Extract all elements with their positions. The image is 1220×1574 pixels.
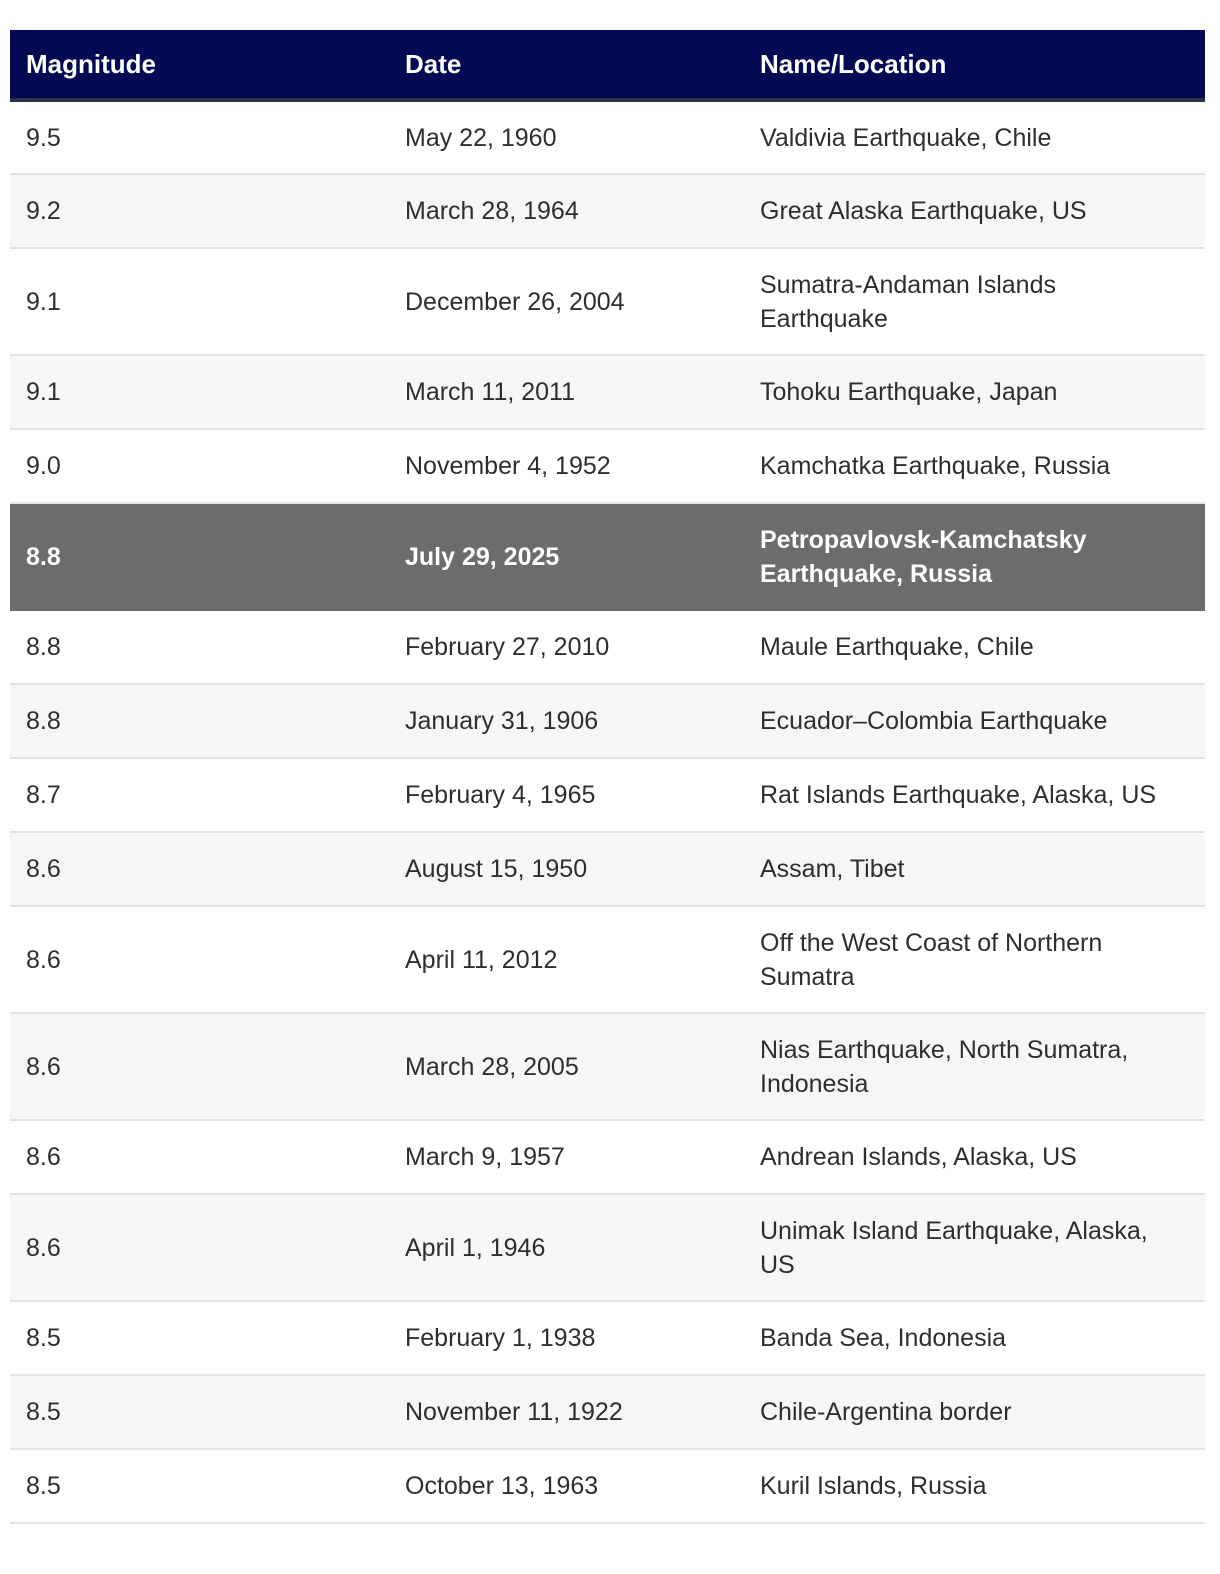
cell-location: Nias Earthquake, North Sumatra, Indonesia bbox=[760, 1035, 1129, 1098]
table-header bbox=[10, 30, 1205, 100]
header-date: Date bbox=[405, 48, 462, 79]
cell-date: April 1, 1946 bbox=[405, 1233, 546, 1262]
cell-magnitude: 8.6 bbox=[26, 1233, 61, 1262]
table-row-highlighted bbox=[10, 503, 1205, 610]
cell-date: August 15, 1950 bbox=[405, 855, 588, 883]
cell-magnitude: 9.0 bbox=[26, 452, 61, 480]
table-row bbox=[10, 248, 1205, 355]
cell-date: February 4, 1965 bbox=[405, 781, 596, 809]
cell-location: Kamchatka Earthquake, Russia bbox=[760, 452, 1111, 480]
cell-date: March 28, 2005 bbox=[405, 1052, 579, 1081]
cell-magnitude: 8.6 bbox=[26, 945, 61, 974]
header-location: Name/Location bbox=[760, 48, 947, 79]
cell-date: May 22, 1960 bbox=[405, 123, 557, 152]
cell-magnitude: 9.1 bbox=[26, 378, 61, 406]
cell-location: Chile-Argentina border bbox=[760, 1398, 1012, 1426]
table-row bbox=[10, 174, 1205, 248]
cell-magnitude: 8.8 bbox=[26, 542, 61, 571]
cell-magnitude: 9.5 bbox=[26, 123, 61, 152]
cell-date: July 29, 2025 bbox=[405, 542, 560, 571]
cell-magnitude: 8.8 bbox=[26, 707, 61, 735]
cell-location: Banda Sea, Indonesia bbox=[760, 1324, 1007, 1352]
cell-date: December 26, 2004 bbox=[405, 287, 625, 316]
cell-magnitude: 9.1 bbox=[26, 287, 61, 316]
cell-date: February 27, 2010 bbox=[405, 633, 610, 661]
header-row bbox=[10, 30, 1205, 100]
cell-location: Assam, Tibet bbox=[760, 855, 905, 883]
table-row bbox=[10, 684, 1205, 758]
cell-location: Kuril Islands, Russia bbox=[760, 1472, 987, 1500]
table-row bbox=[10, 832, 1205, 906]
cell-location: Ecuador–Colombia Earthquake bbox=[760, 707, 1108, 735]
cell-location: Sumatra-Andaman Islands Earthquake bbox=[760, 270, 1056, 333]
cell-date: February 1, 1938 bbox=[405, 1324, 596, 1352]
cell-date: March 9, 1957 bbox=[405, 1143, 565, 1171]
cell-magnitude: 8.6 bbox=[26, 1052, 61, 1081]
cell-date: April 11, 2012 bbox=[405, 945, 558, 974]
cell-magnitude: 8.5 bbox=[26, 1324, 61, 1352]
cell-date: March 28, 1964 bbox=[405, 197, 579, 225]
cell-magnitude: 9.2 bbox=[26, 197, 61, 225]
cell-location: Maule Earthquake, Chile bbox=[760, 633, 1034, 661]
header-magnitude: Magnitude bbox=[26, 48, 156, 79]
cell-date: November 11, 1922 bbox=[405, 1398, 623, 1426]
cell-location: Petropavlovsk-Kamchatsky Earthquake, Russia bbox=[760, 525, 1087, 588]
cell-date: March 11, 2011 bbox=[405, 378, 576, 406]
table-body bbox=[10, 100, 1205, 1523]
table-row bbox=[10, 906, 1205, 1013]
cell-magnitude: 8.6 bbox=[26, 855, 61, 883]
cell-location: Great Alaska Earthquake, US bbox=[760, 197, 1087, 225]
earthquake-table-container bbox=[10, 30, 1205, 1524]
table-row bbox=[10, 1375, 1205, 1449]
cell-location: Rat Islands Earthquake, Alaska, US bbox=[760, 781, 1157, 809]
cell-date: January 31, 1906 bbox=[405, 707, 599, 735]
cell-magnitude: 8.5 bbox=[26, 1472, 61, 1500]
table-row bbox=[10, 1120, 1205, 1194]
cell-date: October 13, 1963 bbox=[405, 1472, 599, 1500]
table-row bbox=[10, 1449, 1205, 1523]
earthquake-table bbox=[10, 30, 1205, 1524]
table-row bbox=[10, 1013, 1205, 1120]
table-row bbox=[10, 100, 1205, 174]
table-row bbox=[10, 1301, 1205, 1375]
cell-location: Unimak Island Earthquake, Alaska, US bbox=[760, 1216, 1148, 1279]
table-row bbox=[10, 429, 1205, 503]
cell-date: November 4, 1952 bbox=[405, 452, 611, 480]
cell-magnitude: 8.7 bbox=[26, 781, 61, 809]
table-row bbox=[10, 610, 1205, 684]
cell-location: Andrean Islands, Alaska, US bbox=[760, 1143, 1077, 1171]
table-row bbox=[10, 758, 1205, 832]
cell-magnitude: 8.5 bbox=[26, 1398, 61, 1426]
cell-magnitude: 8.6 bbox=[26, 1143, 61, 1171]
cell-location: Tohoku Earthquake, Japan bbox=[760, 378, 1058, 406]
table-row bbox=[10, 1194, 1205, 1301]
cell-location: Valdivia Earthquake, Chile bbox=[760, 123, 1052, 152]
cell-magnitude: 8.8 bbox=[26, 633, 61, 661]
cell-location: Off the West Coast of Northern Sumatra bbox=[760, 928, 1103, 991]
table-row bbox=[10, 355, 1205, 429]
